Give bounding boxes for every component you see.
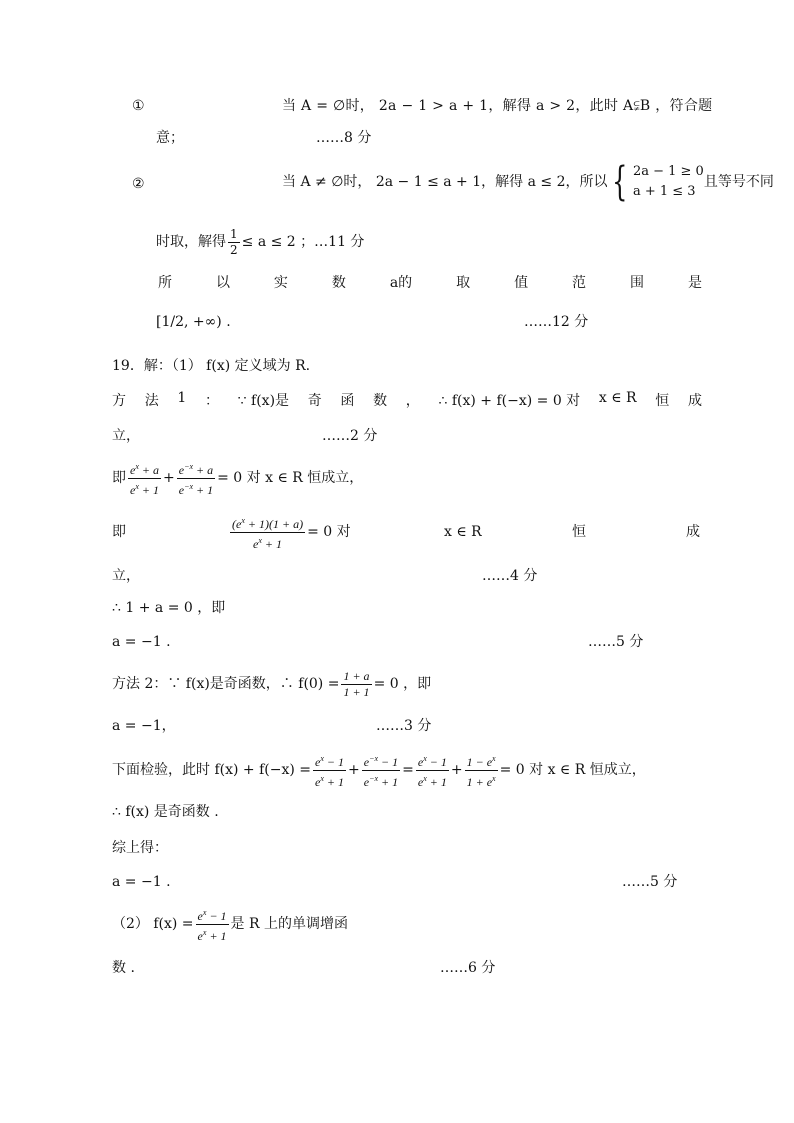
step2-word: 恒 <box>572 524 586 540</box>
fraction-part2: $\frac{e^x - 1}{e^x + 1}$ <box>196 905 229 944</box>
method1-word: 数 <box>373 393 388 409</box>
method2-suffix: = 0 ，即 <box>373 676 432 692</box>
case1-continuation: 意； <box>156 130 184 146</box>
fraction-check-1: $\frac{e^x - 1}{e^x + 1}$ <box>313 751 346 790</box>
final-answer: a = −1 . <box>112 874 171 890</box>
fraction-e-negx-plus-a: $\frac{e^{-x} + a}{e^{-x} + 1}$ <box>177 459 215 498</box>
step2-domain: x ∈ R <box>444 524 482 540</box>
step2-continuation: 立， <box>112 568 140 584</box>
part2-score: ……6 分 <box>440 960 496 976</box>
step4-score: ……5 分 <box>588 634 644 650</box>
method1-continuation: 立， <box>112 428 140 444</box>
left-brace-icon: { <box>612 159 628 205</box>
step2-equation-line <box>228 512 351 552</box>
case2-tail: 且等号不同 <box>703 174 774 190</box>
case1-text: 当 A = ∅时， 2a − 1 > a + 1，解得 a > 2，此时 A⫋B ，符合题 <box>282 98 713 114</box>
case2-range: ≤ a ≤ 2 ；…11 分 <box>241 234 365 250</box>
final-score: ……5 分 <box>622 874 678 890</box>
method1-equation: ∴ f(x) + f(−x) = 0 对 <box>438 393 581 409</box>
fraction-check-4: $\frac{1 - e^x}{1 + e^x}$ <box>465 751 498 790</box>
method1-word: ： <box>204 393 219 409</box>
method1-word: 1 <box>177 390 187 406</box>
case2-marker: ② <box>132 176 145 192</box>
part2-line <box>112 904 348 944</box>
step4: a = −1 . <box>112 634 171 650</box>
conclusion-word: 是 <box>687 275 702 291</box>
step1-prefix: 即 <box>112 470 126 486</box>
fraction-one-half: $\frac{1}{2}$ <box>230 226 238 257</box>
method1-word: ∵ f(x)是 <box>237 393 290 409</box>
method2-score: ……3 分 <box>376 718 432 734</box>
step2-prefix: 即 <box>112 524 126 540</box>
method1-word: 方 <box>112 393 126 409</box>
fraction-1-plus-a: $\frac{1 + a}{1 + 1}$ <box>343 668 370 699</box>
summary: 综上得： <box>112 840 168 856</box>
case2-text: 当 A ≠ ∅时， 2a − 1 ≤ a + 1，解得 a ≤ 2，所以 <box>282 174 608 190</box>
step1-suffix: = 0 对 x ∈ R 恒成立， <box>217 470 364 486</box>
case2-system <box>633 162 704 202</box>
step2-equation: = 0 对 <box>307 524 351 540</box>
method1-word: 奇 <box>307 393 322 409</box>
method1-word: 函 <box>340 393 355 409</box>
part2-suffix: 是 R 上的单调增函 <box>230 916 348 932</box>
conclusion-word: 以 <box>215 275 230 291</box>
fraction-check-3: $\frac{e^x - 1}{e^x + 1}$ <box>416 751 449 790</box>
q19-title: 19．解：（1） f(x) 定义域为 R. <box>112 358 311 374</box>
check-line: 下面检验，此时 f(x) + f(−x) = $\frac{e^x - 1}{e^x + 1}$ + $\frac{e^{-x} - 1}{e^{-x} + 1}$ = $\frac{e^x - 1}{e^x + 1}$ + $\frac{1 - e^x}{1 + e^x}$ = 0 对 x ∈ R 恒成立， <box>112 750 646 790</box>
conclusion-word: 实 <box>273 275 288 291</box>
method1-word: 成 <box>687 393 702 409</box>
step1-line: 即 $\frac{e^x + a}{e^x + 1}$ + $\frac{e^{-x} + a}{e^{-x} + 1}$ = 0 对 x ∈ R 恒成立， <box>112 458 363 498</box>
conclusion-word: 值 <box>514 275 529 291</box>
conclusion-word: 数 <box>331 275 346 291</box>
method1-score: ……2 分 <box>322 428 378 444</box>
fraction-ex-plus-a: $\frac{e^x + a}{e^x + 1}$ <box>128 459 161 498</box>
conclusion-word: 取 <box>456 275 471 291</box>
case2-continuation-line <box>156 224 364 260</box>
method1-word: ， <box>405 393 420 409</box>
conclusion-word: 围 <box>629 275 644 291</box>
part2-prefix: （2） f(x) = <box>112 916 194 932</box>
fraction-check-2: $\frac{e^{-x} - 1}{e^{-x} + 1}$ <box>362 751 400 790</box>
case1-marker: ① <box>132 98 145 114</box>
case2-continuation: 时取，解得 <box>156 234 226 250</box>
method2-prefix: 方法 2：∵ f(x)是奇函数，∴ f(0) = <box>112 676 340 692</box>
check-prefix: 下面检验，此时 f(x) + f(−x) = <box>112 762 311 778</box>
check-conclusion: ∴ f(x) 是奇函数 . <box>112 804 219 820</box>
step3: ∴ 1 + a = 0 ，即 <box>112 600 226 616</box>
conclusion-score: ……12 分 <box>524 314 589 330</box>
conclusion-word: 所 <box>158 275 172 291</box>
conclusion-words <box>158 272 702 292</box>
check-suffix: = 0 对 x ∈ R 恒成立， <box>499 762 646 778</box>
case2-system-row1: 2a − 1 ≥ 0 <box>632 164 704 179</box>
method1-word: 法 <box>144 393 159 409</box>
method1-line <box>112 390 702 410</box>
method2-result: a = −1， <box>112 718 176 734</box>
case2-line <box>282 159 774 205</box>
step2-score: ……4 分 <box>482 568 538 584</box>
conclusion-word: 范 <box>572 275 587 291</box>
case2-system-row2: a + 1 ≤ 3 <box>632 184 696 199</box>
method2-line <box>112 664 431 704</box>
method1-word: 恒 <box>655 393 670 409</box>
conclusion-range: [1/2, +∞) . <box>156 314 231 330</box>
conclusion-word: a的 <box>389 275 413 291</box>
fraction-combined: $\frac{(e^x + 1)(1 + a)}{e^x + 1}$ <box>230 513 305 552</box>
step2-word: 成 <box>686 524 700 540</box>
part2-continuation: 数 . <box>112 960 135 976</box>
case1-score: ……8 分 <box>316 130 372 146</box>
method1-domain: x ∈ R <box>598 390 637 406</box>
